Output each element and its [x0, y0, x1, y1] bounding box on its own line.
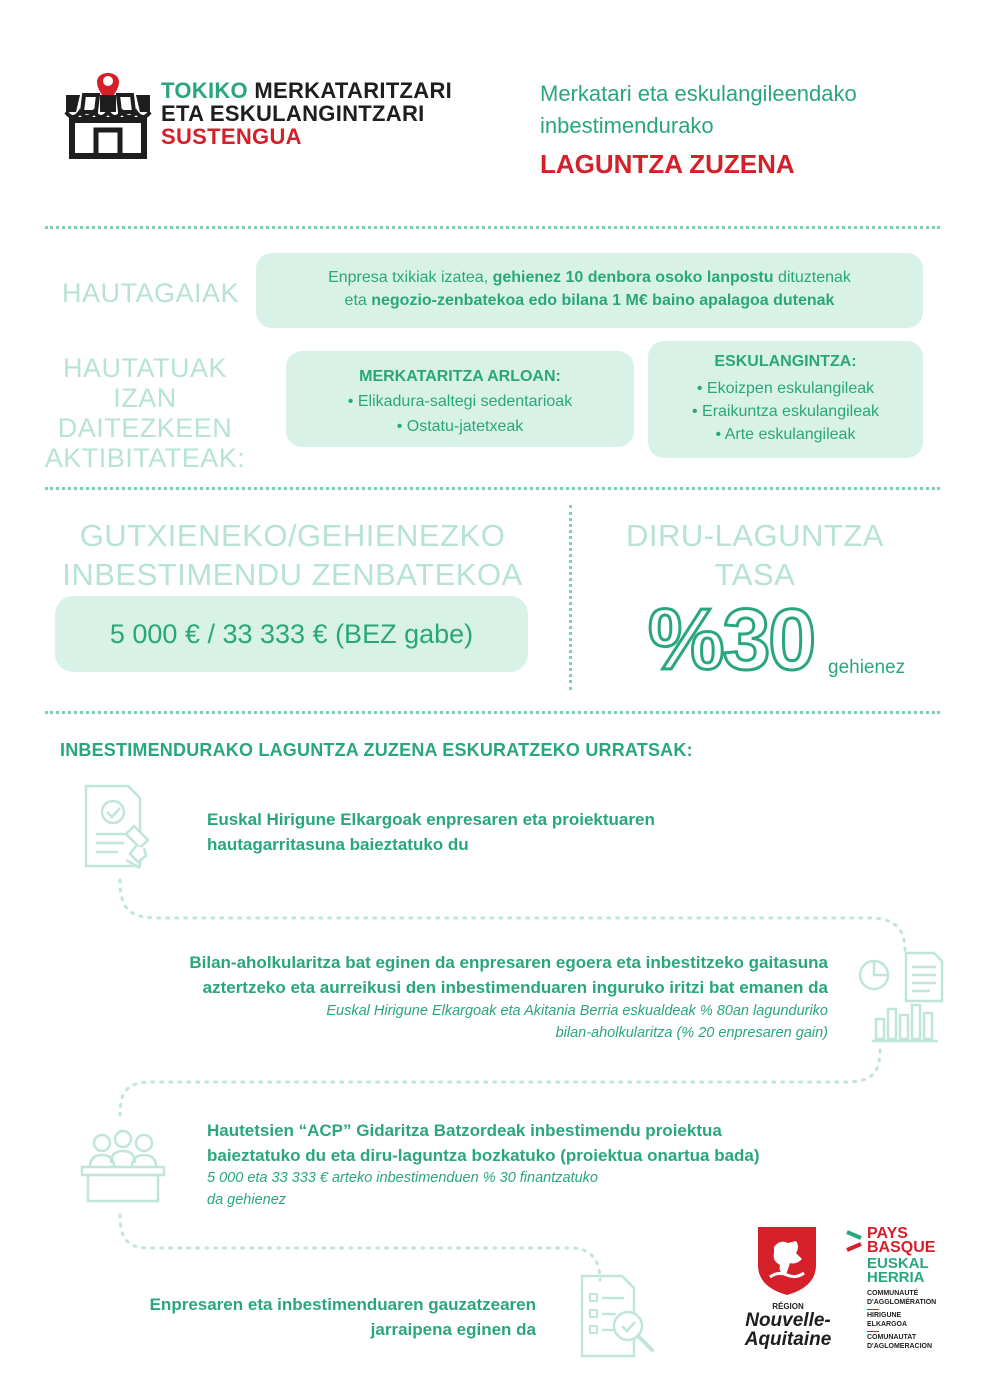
pb-line4: HERRIA — [867, 1269, 925, 1286]
committee-icon — [78, 1125, 168, 1205]
candidates-line2: eta negozio-zenbatekoa edo bilana 1 M€ baino apalagoa dutenak — [344, 292, 835, 309]
subtitle-line2: inbestimendurako — [540, 113, 714, 138]
pb-line3: EUSKAL — [867, 1255, 929, 1272]
logo-line2: ETA ESKULANGINTZARI — [161, 101, 425, 126]
investment-value: 5 000 € / 33 333 € (BEZ gabe) — [109, 619, 474, 649]
steps-heading: INBESTIMENDURAKO LAGUNTZA ZUZENA ESKURATZEKO URRATSAK: — [60, 740, 693, 760]
document-stamp-icon — [78, 782, 168, 872]
divider — [45, 711, 940, 714]
step-2-text: Bilan-aholkularitza bat eginen da enpresaren egoera eta inbestitzeko gaitasuna aztertzeko eta aurreikusi den inbestimenduaren inguruko iritzi bat emanen da — [189, 953, 828, 997]
commerce-box — [286, 351, 634, 447]
pb-sub: COMMUNAUTÉ D'AGGLOMÉRATION HIRIGUNE ELKARGOA COMUNAUTAT D'AGLOMERACION — [867, 1290, 937, 1350]
subtitle — [540, 78, 970, 186]
checklist-magnifier-icon — [574, 1272, 664, 1362]
pb-line1: PAYS — [867, 1225, 908, 1242]
pays-basque-mark-icon — [845, 1228, 863, 1254]
divider — [45, 487, 940, 490]
subtitle-line1: Merkatari eta eskulangileendako — [540, 81, 857, 106]
shop-location-icon — [62, 50, 154, 160]
step-4-text: Enpresaren eta inbestimenduaren gauzatzearen jarraipena eginen da — [149, 1295, 536, 1339]
crafts-item: • Arte eskulangileak — [715, 426, 856, 443]
commerce-item: • Ostatu-jatetxeak — [396, 418, 524, 435]
pb-line2: BASQUE — [867, 1239, 936, 1256]
region-shield-icon — [756, 1225, 818, 1297]
investment-title: GUTXIENEKO/GEHIENEZKO INBESTIMENDU ZENBATEKOA — [62, 518, 523, 592]
commerce-item: • Elikadura-saltegi sedentarioak — [347, 393, 573, 410]
step-3-note: 5 000 eta 33 333 € arteko inbestimenduen % 30 finantzatuko da gehienez — [207, 1170, 598, 1208]
vertical-divider — [569, 505, 572, 690]
candidates-label: HAUTAGAIAK — [62, 278, 240, 308]
logo-line1-dark: MERKATARITZARI — [254, 78, 453, 103]
crafts-box — [648, 341, 923, 458]
crafts-item: • Ekoizpen eskulangileak — [696, 380, 875, 397]
rate-title: DIRU-LAGUNTZA TASA — [626, 518, 884, 592]
region-name-1: Nouvelle- — [745, 1310, 831, 1331]
investment-value-box — [55, 596, 528, 672]
region-logo — [738, 1225, 838, 1375]
candidates-box — [256, 253, 923, 328]
crafts-item: • Eraikuntza eskulangileak — [691, 403, 880, 420]
subtitle-highlight: LAGUNTZA ZUZENA — [540, 149, 795, 179]
logo-line3: SUSTENGUA — [161, 124, 302, 149]
crafts-title: ESKULANGINTZA: — [714, 353, 857, 370]
activities-label: HAUTATUAK IZAN DAITEZKEEN AKTIBITATEAK: — [44, 353, 246, 473]
step-1-text: Euskal Hirigune Elkargoak enpresaren eta proiektuaren hautagarritasuna baieztatuko du — [207, 810, 655, 854]
region-name-2: Aquitaine — [744, 1329, 832, 1350]
divider — [45, 226, 940, 229]
report-charts-icon — [848, 945, 948, 1045]
logo-text — [161, 79, 521, 148]
pays-basque-logo — [845, 1226, 955, 1366]
commerce-title: MERKATARITZA ARLOAN: — [359, 368, 561, 385]
step-2-note: Euskal Hirigune Elkargoak eta Akitania Berria eskualdeak % 80an lagunduriko bilan-aholkularitza (% 20 enpresaren gain) — [326, 1003, 828, 1041]
rate-value: %30 — [648, 592, 815, 688]
candidates-line1: Enpresa txikiak izatea, gehienez 10 denbora osoko lanpostu dituztenak — [328, 269, 851, 286]
rate-suffix: gehienez — [828, 657, 906, 678]
header — [0, 0, 987, 200]
region-small: RÉGION — [772, 1302, 804, 1311]
logo-line1-green: TOKIKO — [161, 78, 248, 103]
step-3-text: Hautetsien “ACP” Gidaritza Batzordeak inbestimendu proiektua baieztatuko du eta diru-laguntza bozkatuko (proiektua onartua bada) — [207, 1121, 760, 1165]
